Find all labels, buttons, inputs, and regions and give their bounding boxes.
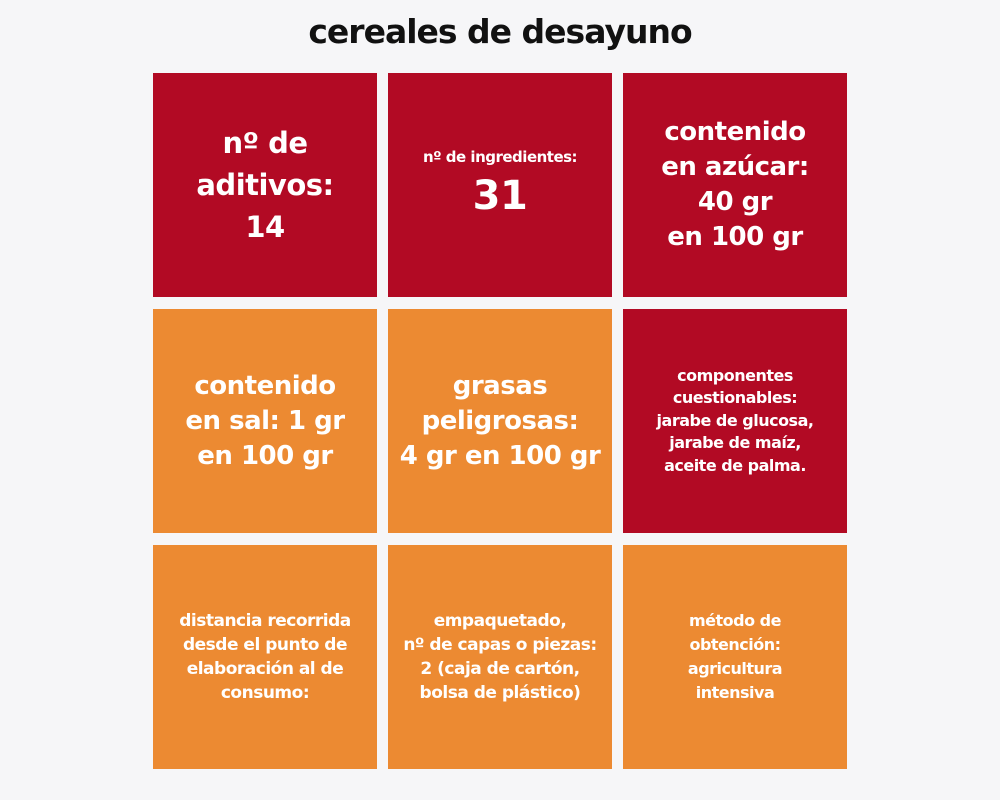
tile-line: distancia recorrida bbox=[179, 611, 351, 631]
tile-line: desde el punto de bbox=[182, 635, 347, 655]
tile-line: jarabe de glucosa, bbox=[656, 410, 814, 430]
tile-line: 2 (caja de cartón, bbox=[420, 659, 580, 679]
tile-line: nº de capas o piezas: bbox=[403, 635, 597, 655]
tile-line: jarabe de maíz, bbox=[669, 433, 801, 453]
tile-line: contenido bbox=[194, 370, 336, 401]
tile-line: 14 bbox=[245, 210, 285, 244]
tile-line: 40 gr bbox=[697, 187, 773, 217]
tile-line: empaquetado, bbox=[433, 611, 567, 631]
tile-azucar bbox=[623, 73, 847, 297]
tile-grasas bbox=[388, 309, 612, 533]
tile-line: componentes bbox=[677, 365, 793, 385]
tile-empaquetado bbox=[388, 545, 612, 769]
tile-label: nº de ingredientes: bbox=[422, 148, 578, 166]
page-title: cereales de desayuno bbox=[308, 12, 692, 51]
tile-line: bolsa de plástico) bbox=[419, 683, 581, 703]
tile-line: intensiva bbox=[695, 683, 775, 702]
tile-line: obtención: bbox=[689, 635, 781, 654]
tile-line: grasas bbox=[452, 370, 548, 401]
tile-line: aditivos: bbox=[196, 168, 334, 202]
tile-sal bbox=[153, 309, 377, 533]
tile-value: 31 bbox=[472, 173, 528, 219]
tile-metodo bbox=[623, 545, 847, 769]
tile-line: peligrosas: bbox=[421, 405, 579, 436]
tile-ingredientes bbox=[388, 73, 612, 297]
tile-distancia bbox=[153, 545, 377, 769]
tile-line: contenido bbox=[664, 117, 806, 147]
tile-line: nº de bbox=[222, 126, 308, 160]
tile-line: en 100 gr bbox=[667, 222, 803, 252]
tile-line: método de bbox=[689, 611, 781, 630]
tile-line: cuestionables: bbox=[672, 388, 798, 408]
tile-aditivos bbox=[153, 73, 377, 297]
tile-componentes bbox=[623, 309, 847, 533]
tile-line: en sal: 1 gr bbox=[185, 405, 345, 436]
tile-line: en 100 gr bbox=[197, 440, 333, 471]
tile-line: en azúcar: bbox=[661, 152, 809, 182]
tile-line: 4 gr en 100 gr bbox=[399, 440, 601, 471]
tile-line: aceite de palma. bbox=[664, 455, 806, 475]
tile-line: consumo: bbox=[220, 683, 310, 703]
tile-line: agricultura bbox=[687, 659, 783, 678]
tile-line: elaboración al de bbox=[186, 659, 344, 679]
